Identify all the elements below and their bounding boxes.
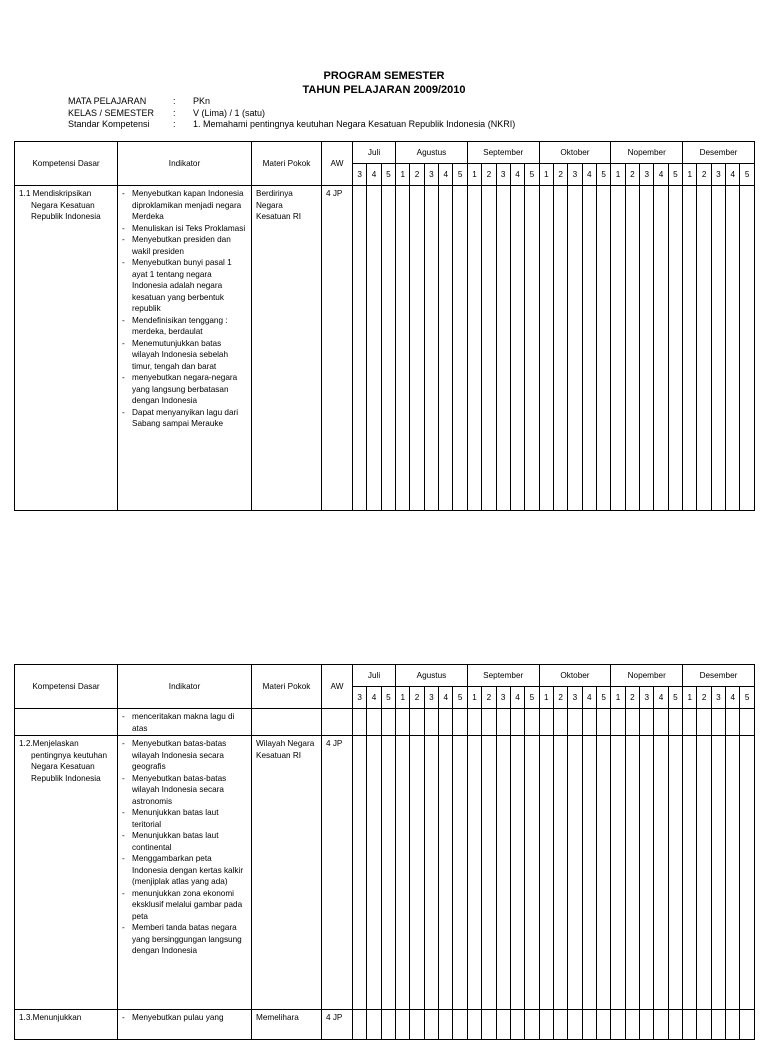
meta-separator: : xyxy=(173,107,176,118)
indikator-item: - Menyebutkan bunyi pasal 1 ayat 1 tentang negara Indonesia adalah negara kesatuan yang berbentuk republik xyxy=(120,257,249,315)
week-cell xyxy=(711,186,725,511)
week-cell xyxy=(525,736,539,1010)
week-cell xyxy=(496,1010,510,1040)
week-number: 1 xyxy=(396,164,410,186)
indikator-item: - Menyebutkan batas-batas wilayah Indonesia secara geografis xyxy=(120,738,249,773)
week-cell xyxy=(410,709,424,736)
month-header: Juli xyxy=(353,142,396,164)
aw-cell: 4 JP xyxy=(322,186,353,511)
meta-label: MATA PELAJARAN xyxy=(68,96,147,106)
week-number: 5 xyxy=(668,687,682,709)
week-cell xyxy=(654,709,668,736)
week-cell xyxy=(439,736,453,1010)
document-meta xyxy=(68,96,515,131)
week-cell xyxy=(381,709,395,736)
week-cell xyxy=(453,1010,467,1040)
week-cell xyxy=(424,186,438,511)
week-number: 4 xyxy=(510,164,524,186)
week-cell xyxy=(353,709,367,736)
indikator-item: - menceritakan makna lagu di atas xyxy=(120,711,249,734)
indikator-item: - menunjukkan zona ekonomi eksklusif melalui gambar pada peta xyxy=(120,888,249,923)
week-number: 5 xyxy=(381,687,395,709)
week-cell xyxy=(482,736,496,1010)
week-cell xyxy=(596,186,610,511)
month-header: Desember xyxy=(683,142,755,164)
week-cell xyxy=(553,736,567,1010)
materi-pokok-cell: Wilayah Negara Kesatuan RI xyxy=(252,736,322,1010)
week-number: 2 xyxy=(697,687,711,709)
week-cell xyxy=(640,709,654,736)
indikator-cell xyxy=(118,709,252,736)
meta-value: V (Lima) / 1 (satu) xyxy=(193,107,266,118)
week-cell xyxy=(582,736,596,1010)
semester-program-table-1 xyxy=(14,141,755,511)
week-number: 5 xyxy=(525,164,539,186)
week-cell xyxy=(654,1010,668,1040)
meta-row xyxy=(68,96,515,108)
meta-label: KELAS / SEMESTER xyxy=(68,107,155,118)
month-header: Desember xyxy=(683,665,755,687)
week-cell xyxy=(683,186,697,511)
week-cell xyxy=(424,1010,438,1040)
week-cell xyxy=(683,1010,697,1040)
week-cell xyxy=(553,1010,567,1040)
week-cell xyxy=(596,736,610,1010)
week-cell xyxy=(467,709,481,736)
week-number: 4 xyxy=(367,687,381,709)
week-cell xyxy=(410,1010,424,1040)
kompetensi-dasar-cell xyxy=(15,709,118,736)
week-cell xyxy=(396,709,410,736)
week-cell xyxy=(539,186,553,511)
week-number: 4 xyxy=(582,164,596,186)
week-cell xyxy=(625,186,639,511)
week-number: 1 xyxy=(683,164,697,186)
week-cell xyxy=(668,709,682,736)
week-number: 2 xyxy=(410,164,424,186)
week-number: 2 xyxy=(625,164,639,186)
indikator-cell xyxy=(118,736,252,1010)
week-cell xyxy=(582,1010,596,1040)
week-number: 1 xyxy=(683,687,697,709)
week-number: 4 xyxy=(439,687,453,709)
week-number: 2 xyxy=(553,687,567,709)
indikator-list xyxy=(120,188,249,430)
week-cell xyxy=(726,1010,740,1040)
materi-pokok-header: Materi Pokok xyxy=(252,142,322,186)
indikator-item: - Dapat menyanyikan lagu dari Sabang sampai Merauke xyxy=(120,407,249,430)
week-number: 1 xyxy=(396,687,410,709)
week-cell xyxy=(668,736,682,1010)
week-cell xyxy=(683,736,697,1010)
month-header: Agustus xyxy=(396,665,468,687)
week-cell xyxy=(482,709,496,736)
week-number: 2 xyxy=(482,164,496,186)
week-cell xyxy=(711,1010,725,1040)
indikator-item: - Mendefinisikan tenggang : merdeka, berdaulat xyxy=(120,315,249,338)
week-number: 3 xyxy=(711,164,725,186)
week-cell xyxy=(654,186,668,511)
week-cell xyxy=(711,709,725,736)
week-cell xyxy=(611,736,625,1010)
week-cell xyxy=(553,709,567,736)
week-cell xyxy=(453,709,467,736)
meta-value: 1. Memahami pentingnya keutuhan Negara Kesatuan Republik Indonesia (NKRI) xyxy=(193,119,516,129)
meta-separator: : xyxy=(173,119,176,129)
kompetensi-dasar-text: 1.1 Mendiskripsikan Negara Kesatuan Republik Indonesia xyxy=(19,189,101,221)
week-cell xyxy=(510,186,524,511)
week-number: 5 xyxy=(453,164,467,186)
kompetensi-dasar-text: 1.3.Menunjukkan xyxy=(19,1013,82,1022)
week-number: 5 xyxy=(453,687,467,709)
week-cell xyxy=(683,709,697,736)
materi-pokok-cell xyxy=(252,709,322,736)
week-cell xyxy=(740,736,754,1010)
week-number: 3 xyxy=(353,164,367,186)
week-number: 3 xyxy=(711,687,725,709)
indikator-list xyxy=(120,738,249,957)
week-cell xyxy=(525,1010,539,1040)
week-cell xyxy=(582,186,596,511)
week-cell xyxy=(381,736,395,1010)
week-number: 5 xyxy=(740,164,754,186)
week-cell xyxy=(668,1010,682,1040)
indikator-item: - menyebutkan negara-negara yang langsung berbatasan dengan Indonesia xyxy=(120,372,249,407)
indikator-item: - Menemutunjukkan batas wilayah Indonesia sebelah timur, tengah dan barat xyxy=(120,338,249,373)
month-header: Agustus xyxy=(396,142,468,164)
week-cell xyxy=(467,736,481,1010)
week-cell xyxy=(568,1010,582,1040)
week-cell xyxy=(697,709,711,736)
month-header: Juli xyxy=(353,665,396,687)
week-cell xyxy=(453,186,467,511)
week-cell xyxy=(439,186,453,511)
week-cell xyxy=(467,1010,481,1040)
week-cell xyxy=(496,736,510,1010)
week-cell xyxy=(510,709,524,736)
week-number: 3 xyxy=(424,164,438,186)
meta-separator: : xyxy=(173,96,176,106)
week-cell xyxy=(396,186,410,511)
indikator-item: - Menyebutkan presiden dan wakil presiden xyxy=(120,234,249,257)
week-cell xyxy=(482,186,496,511)
aw-cell: 4 JP xyxy=(322,1010,353,1040)
materi-pokok-header: Materi Pokok xyxy=(252,665,322,709)
week-cell xyxy=(568,709,582,736)
week-cell xyxy=(410,186,424,511)
week-number: 2 xyxy=(625,687,639,709)
meta-row xyxy=(68,119,515,131)
week-number: 1 xyxy=(467,164,481,186)
week-number: 3 xyxy=(496,687,510,709)
week-cell xyxy=(353,186,367,511)
indikator-item: - Menunjukkan batas laut continental xyxy=(120,830,249,853)
academic-year: TAHUN PELAJARAN 2009/2010 xyxy=(302,84,466,96)
aw-cell xyxy=(322,709,353,736)
week-cell xyxy=(596,709,610,736)
week-cell xyxy=(439,709,453,736)
week-cell xyxy=(625,736,639,1010)
week-number: 5 xyxy=(740,687,754,709)
week-number: 4 xyxy=(367,164,381,186)
materi-pokok-cell: Memelihara xyxy=(252,1010,322,1040)
table-row xyxy=(15,1010,755,1040)
table-row xyxy=(15,736,755,1010)
week-cell xyxy=(711,736,725,1010)
week-number: 4 xyxy=(582,687,596,709)
week-cell xyxy=(396,736,410,1010)
week-number: 1 xyxy=(539,164,553,186)
week-cell xyxy=(539,1010,553,1040)
week-cell xyxy=(668,186,682,511)
week-cell xyxy=(740,186,754,511)
week-cell xyxy=(697,186,711,511)
week-number: 3 xyxy=(424,687,438,709)
month-header: Oktober xyxy=(539,142,611,164)
indikator-item: - Menyebutkan batas-batas wilayah Indonesia secara astronomis xyxy=(120,773,249,808)
week-cell xyxy=(596,1010,610,1040)
indikator-header: Indikator xyxy=(118,665,252,709)
week-number: 2 xyxy=(697,164,711,186)
week-cell xyxy=(424,709,438,736)
kompetensi-dasar-cell xyxy=(15,186,118,511)
week-cell xyxy=(568,186,582,511)
week-number: 5 xyxy=(596,164,610,186)
week-number: 1 xyxy=(611,164,625,186)
kompetensi-dasar-cell xyxy=(15,1010,118,1040)
week-number: 4 xyxy=(510,687,524,709)
month-header: Nopember xyxy=(611,142,683,164)
week-number: 3 xyxy=(568,164,582,186)
week-cell xyxy=(726,736,740,1010)
week-number: 4 xyxy=(726,164,740,186)
week-cell xyxy=(396,1010,410,1040)
week-cell xyxy=(611,186,625,511)
week-cell xyxy=(625,709,639,736)
week-number: 1 xyxy=(539,687,553,709)
indikator-list xyxy=(120,1012,249,1024)
week-cell xyxy=(424,736,438,1010)
week-number: 4 xyxy=(654,687,668,709)
indikator-item: - Menyebutkan kapan Indonesia diproklamikan menjadi negara Merdeka xyxy=(120,188,249,223)
table-row xyxy=(15,186,755,511)
indikator-item: - Menggambarkan peta Indonesia dengan kertas kalkir (menjiplak atlas yang ada) xyxy=(120,853,249,888)
week-cell xyxy=(539,709,553,736)
meta-row xyxy=(68,108,515,120)
week-cell xyxy=(553,186,567,511)
week-number: 5 xyxy=(381,164,395,186)
meta-value: PKn xyxy=(193,96,211,106)
semester-program-table-2 xyxy=(14,664,755,1040)
aw-cell: 4 JP xyxy=(322,736,353,1010)
week-number: 2 xyxy=(553,164,567,186)
week-number: 4 xyxy=(726,687,740,709)
week-cell xyxy=(367,736,381,1010)
week-number: 4 xyxy=(654,164,668,186)
week-number: 5 xyxy=(525,687,539,709)
week-cell xyxy=(381,1010,395,1040)
week-cell xyxy=(611,1010,625,1040)
kompetensi-dasar-header: Kompetensi Dasar xyxy=(15,665,118,709)
month-header: Oktober xyxy=(539,665,611,687)
week-cell xyxy=(525,186,539,511)
week-cell xyxy=(726,186,740,511)
kompetensi-dasar-text: 1.2.Menjelaskan pentingnya keutuhan Negara Kesatuan Republik Indonesia xyxy=(19,739,108,783)
month-header: September xyxy=(467,142,539,164)
kompetensi-dasar-header: Kompetensi Dasar xyxy=(15,142,118,186)
week-cell xyxy=(439,1010,453,1040)
table-row xyxy=(15,709,755,736)
week-cell xyxy=(640,736,654,1010)
week-number: 1 xyxy=(611,687,625,709)
indikator-header: Indikator xyxy=(118,142,252,186)
week-number: 4 xyxy=(439,164,453,186)
week-cell xyxy=(525,709,539,736)
document-title: PROGRAM SEMESTER xyxy=(323,70,445,82)
indikator-item: - Menyebutkan pulau yang xyxy=(120,1012,249,1024)
week-cell xyxy=(496,186,510,511)
meta-label: Standar Kompetensi xyxy=(68,119,150,129)
week-number: 5 xyxy=(668,164,682,186)
week-cell xyxy=(697,1010,711,1040)
week-cell xyxy=(611,709,625,736)
week-cell xyxy=(482,1010,496,1040)
materi-pokok-cell: Berdirinya Negara Kesatuan RI xyxy=(252,186,322,511)
week-cell xyxy=(467,186,481,511)
week-cell xyxy=(654,736,668,1010)
week-cell xyxy=(510,1010,524,1040)
week-cell xyxy=(367,1010,381,1040)
month-header: Nopember xyxy=(611,665,683,687)
week-cell xyxy=(740,709,754,736)
week-cell xyxy=(496,709,510,736)
week-number: 3 xyxy=(640,687,654,709)
week-cell xyxy=(640,1010,654,1040)
week-number: 3 xyxy=(640,164,654,186)
indikator-item: - Memberi tanda batas negara yang bersinggungan langsung dengan Indonesia xyxy=(120,922,249,957)
week-number: 1 xyxy=(467,687,481,709)
week-cell xyxy=(568,736,582,1010)
week-cell xyxy=(625,1010,639,1040)
week-cell xyxy=(697,736,711,1010)
week-cell xyxy=(367,709,381,736)
week-cell xyxy=(353,1010,367,1040)
aw-header: AW xyxy=(322,142,353,186)
week-cell xyxy=(367,186,381,511)
indikator-cell xyxy=(118,186,252,511)
indikator-item: - Menunjukkan batas laut teritorial xyxy=(120,807,249,830)
week-cell xyxy=(381,186,395,511)
week-cell xyxy=(410,736,424,1010)
week-cell xyxy=(510,736,524,1010)
week-cell xyxy=(582,709,596,736)
kompetensi-dasar-cell xyxy=(15,736,118,1010)
week-number: 2 xyxy=(410,687,424,709)
indikator-list xyxy=(120,711,249,734)
aw-header: AW xyxy=(322,665,353,709)
week-cell xyxy=(453,736,467,1010)
week-number: 3 xyxy=(568,687,582,709)
month-header: September xyxy=(467,665,539,687)
week-number: 3 xyxy=(353,687,367,709)
indikator-item: - Menuliskan isi Teks Proklamasi xyxy=(120,223,249,235)
indikator-cell xyxy=(118,1010,252,1040)
week-number: 2 xyxy=(482,687,496,709)
week-number: 5 xyxy=(596,687,610,709)
week-number: 3 xyxy=(496,164,510,186)
week-cell xyxy=(740,1010,754,1040)
week-cell xyxy=(539,736,553,1010)
week-cell xyxy=(726,709,740,736)
week-cell xyxy=(640,186,654,511)
week-cell xyxy=(353,736,367,1010)
